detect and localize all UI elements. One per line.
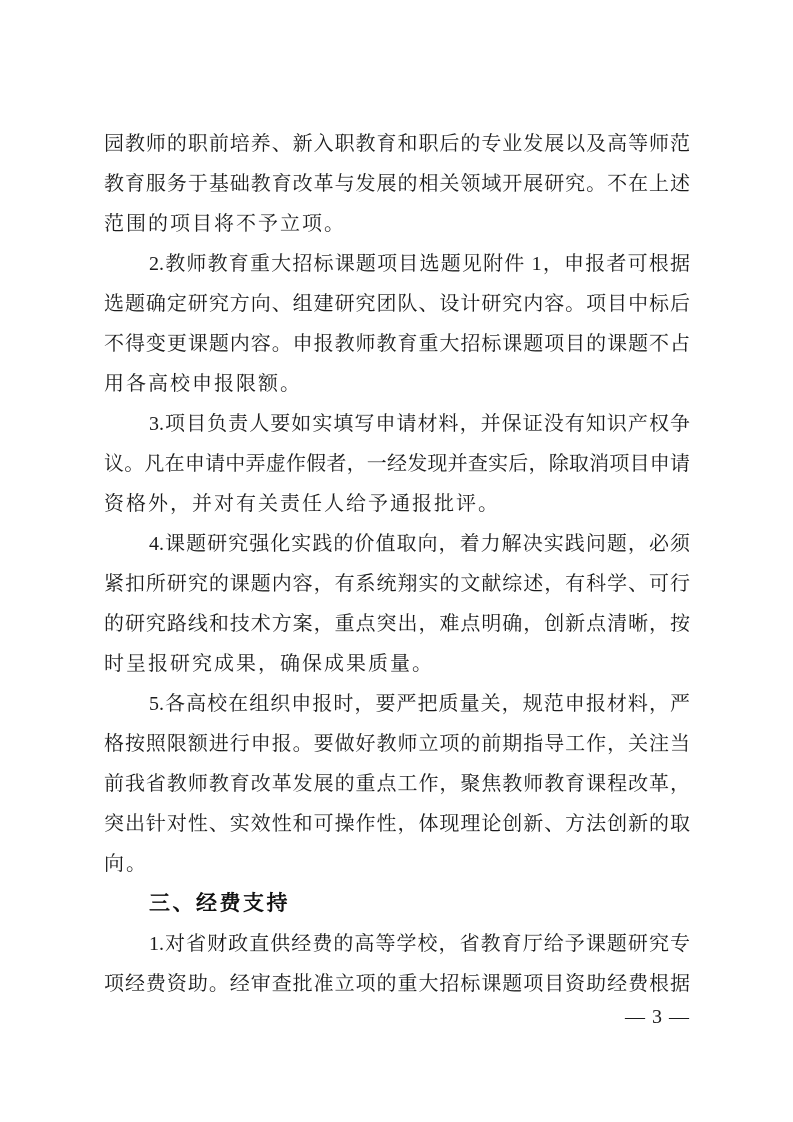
body-line: 突出针对性、实效性和可操作性，体现理论创新、方法创新的取	[104, 813, 690, 835]
section-heading-funding: 三、经费支持	[149, 892, 290, 915]
body-line: 格按照限额进行申报。要做好教师立项的前期指导工作，关注当	[104, 733, 690, 755]
body-line: 选题确定研究方向、组建研究团队、设计研究内容。项目中标后	[104, 293, 690, 315]
body-line-item-4: 4.课题研究强化实践的价值取向，着力解决实践问题，必须	[149, 533, 690, 555]
body-line-item-2: 2.教师教育重大招标课题项目选题见附件 1，申报者可根据	[149, 253, 690, 275]
body-line-item-3: 3.项目负责人要如实填写申请材料，并保证没有知识产权争	[149, 413, 690, 435]
body-line-item-1: 1.对省财政直供经费的高等学校，省教育厅给予课题研究专	[149, 933, 690, 955]
page-number: — 3 —	[625, 1006, 690, 1028]
body-line: 不得变更课题内容。申报教师教育重大招标课题项目的课题不占	[104, 333, 690, 355]
document-body	[104, 124, 690, 1004]
body-line: 资格外，并对有关责任人给予通报批评。	[104, 493, 500, 515]
body-line: 向。	[104, 853, 148, 875]
body-line: 项经费资助。经审查批准立项的重大招标课题项目资助经费根据	[104, 973, 690, 995]
body-line: 前我省教师教育改革发展的重点工作，聚焦教师教育课程改革，	[104, 773, 690, 795]
body-line: 议。凡在申请中弄虚作假者，一经发现并查实后，除取消项目申请	[104, 453, 690, 475]
body-line: 园教师的职前培养、新入职教育和职后的专业发展以及高等师范	[104, 133, 690, 155]
body-line: 用各高校申报限额。	[104, 373, 302, 395]
body-line: 范围的项目将不予立项。	[104, 213, 346, 235]
body-line: 的研究路线和技术方案，重点突出，难点明确，创新点清晰，按	[104, 613, 690, 635]
body-line: 紧扣所研究的课题内容，有系统翔实的文献综述，有科学、可行	[104, 573, 690, 595]
body-line: 教育服务于基础教育改革与发展的相关领域开展研究。不在上述	[104, 173, 690, 195]
body-line-item-5: 5.各高校在组织申报时，要严把质量关，规范申报材料，严	[149, 693, 690, 715]
body-line: 时呈报研究成果，确保成果质量。	[104, 653, 434, 675]
